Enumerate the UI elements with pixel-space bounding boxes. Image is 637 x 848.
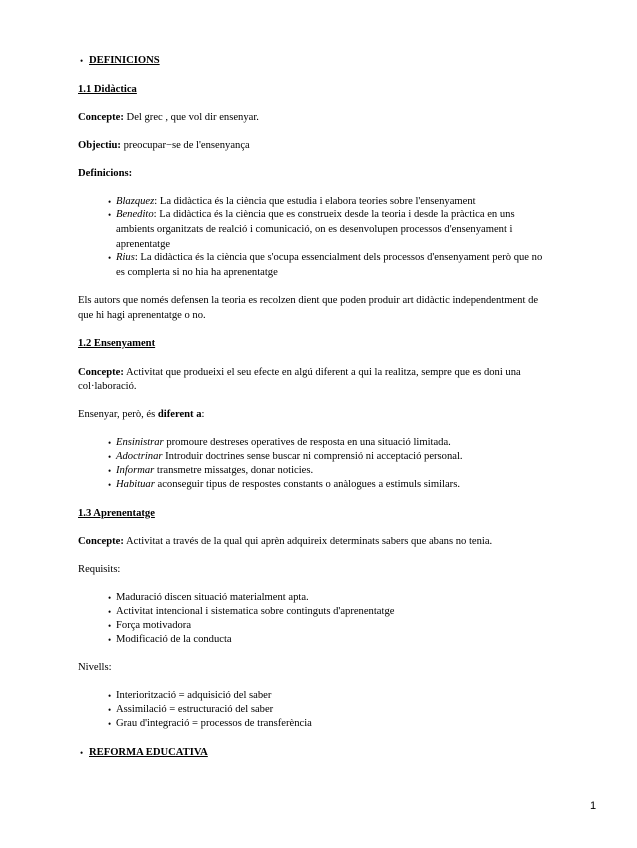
verb: Adoctrinar <box>116 451 163 462</box>
list-item <box>116 478 460 491</box>
concepte-label: Concepte: <box>78 367 124 378</box>
bullet-icon: • <box>108 438 112 448</box>
bullet-icon: • <box>108 635 112 645</box>
list-item <box>116 436 451 449</box>
section-heading-aprenentatge: 1.3 Aprenentatge <box>78 508 155 519</box>
concepte-text: Activitat que produeixi el seu efecte en algú diferent a qui la realitza, sempre que es doni una <box>123 367 521 378</box>
concepte-text: Del grec , que vol dir ensenyar. <box>123 112 259 123</box>
bullet-icon: • <box>80 748 84 758</box>
definition-text: ambients organitzats de realció i comunicació, on es desenvolupen processos d'ensenyament i <box>116 224 513 235</box>
page-number: 1 <box>590 800 597 812</box>
list-item <box>116 195 476 208</box>
bullet-icon: • <box>108 607 112 617</box>
section-heading-didactica: 1.1 Didàctica <box>78 84 137 95</box>
definicions-label: Definicions: <box>78 168 133 179</box>
definition-text: : La didàctica és la ciència que s'ocupa essencialment dels processos d'ensenyament però que no <box>134 252 543 263</box>
diferent-bold: diferent a <box>157 409 202 420</box>
verb: Informar <box>116 465 155 476</box>
list-item: Força motivadora <box>116 620 192 631</box>
definition-text: : La didàctica és la ciència que estudia i elabora teories sobre l'ensenyament <box>154 196 476 207</box>
verb: Habituar <box>116 479 155 490</box>
item-text: promoure destreses operatives de resposta en una situació limitada. <box>163 437 451 448</box>
bullet-icon: • <box>108 480 112 490</box>
item-text: aconseguir tipus de respostes constants o anàlogues a estimuls similars. <box>154 479 460 490</box>
bullet-icon: • <box>108 593 112 603</box>
definition-text: : La didàctica és la ciència que es construeix desde la teoria i desde la pràctica en uns <box>153 209 515 220</box>
section-heading-definicions: DEFINICIONS <box>89 55 160 66</box>
verb: Ensinistrar <box>116 437 164 448</box>
section-heading-ensenyament: 1.2 Ensenyament <box>78 338 156 349</box>
item-text: Introduir doctrines sense buscar ni comprensió ni acceptació personal. <box>162 451 463 462</box>
objectiu-text: preocupar−se de l'ensenyança <box>120 140 250 151</box>
concepte-label: Concepte: <box>78 112 124 123</box>
item-text: transmetre missatges, donar noticies. <box>154 465 314 476</box>
bullet-icon: • <box>108 253 112 263</box>
concepte-text: Activitat a través de la qual qui aprèn adquireix determinats sabers que abans no tenia. <box>123 536 493 547</box>
concepte-text: col·laboració. <box>78 381 137 392</box>
list-item: Grau d'integració = processos de transferència <box>116 718 312 729</box>
bullet-icon: • <box>108 197 112 207</box>
author-name: Benedito <box>116 209 154 220</box>
list-item: Activitat intencional i sistematica sobre continguts d'aprenentatge <box>116 606 395 617</box>
paragraph-line: que hi hagi aprenentatge o no. <box>78 310 206 321</box>
bullet-icon: • <box>108 705 112 715</box>
list-item <box>116 464 313 477</box>
didactica-objectiu <box>78 139 250 152</box>
didactica-concepte <box>78 111 259 124</box>
list-item <box>116 251 542 264</box>
list-item: Interiorització = adquisició del saber <box>116 690 272 701</box>
paragraph-line: Els autors que només defensen la teoria es recolzen dient que poden produir art didàctic independentment de <box>78 295 539 306</box>
objectiu-label: Objectiu: <box>78 140 121 151</box>
bullet-icon: • <box>108 719 112 729</box>
concepte-label: Concepte: <box>78 536 124 547</box>
aprenentatge-concepte <box>78 535 492 548</box>
bullet-icon: • <box>108 452 112 462</box>
bullet-icon: • <box>108 466 112 476</box>
bullet-icon: • <box>80 56 84 66</box>
diferent-line <box>78 408 205 421</box>
list-item: Modificació de la conducta <box>116 634 232 645</box>
ensenyament-concepte <box>78 366 521 379</box>
bullet-icon: • <box>108 691 112 701</box>
bullet-icon: • <box>108 210 112 220</box>
diferent-prefix: Ensenyar, però, és <box>78 409 158 420</box>
bullet-icon: • <box>108 621 112 631</box>
list-item: Maduració discen situació materialment apta. <box>116 592 309 603</box>
diferent-suffix: : <box>201 409 205 420</box>
author-name: Rius <box>116 252 135 263</box>
definition-text: aprenentatge <box>116 239 171 250</box>
list-item <box>116 450 463 463</box>
nivells-label: Nivells: <box>78 662 112 673</box>
list-item <box>116 208 515 221</box>
definition-text: es complerta si no hia ha aprenentatge <box>116 267 278 278</box>
requisits-label: Requisits: <box>78 564 121 575</box>
section-heading-reforma: REFORMA EDUCATIVA <box>89 747 208 758</box>
list-item: Assimilació = estructuració del saber <box>116 704 274 715</box>
author-name: Blazquez <box>116 196 155 207</box>
